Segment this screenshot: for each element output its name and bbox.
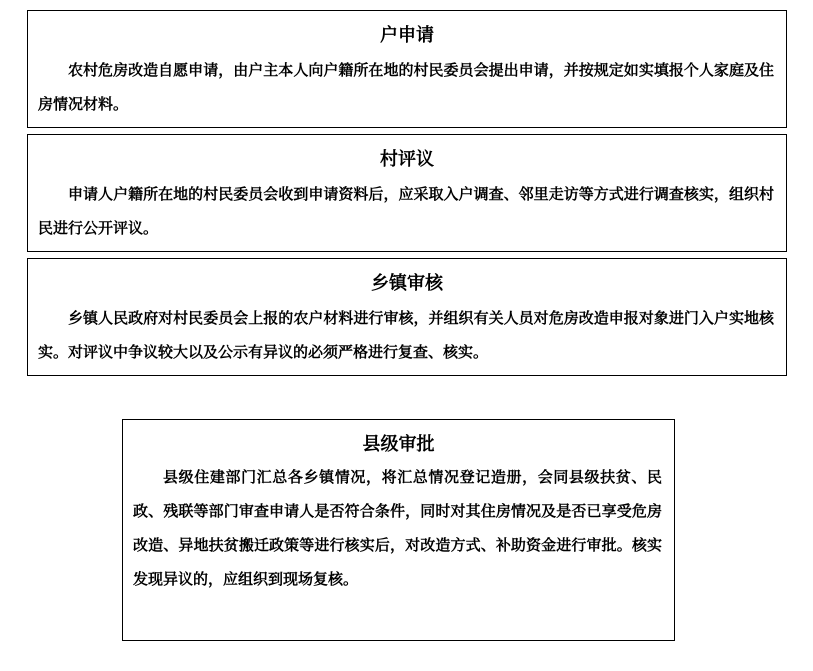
step-box-village-review <box>27 134 787 252</box>
step-box-county-approval <box>122 419 675 641</box>
step-description: 县级住建部门汇总各乡镇情况，将汇总情况登记造册，会同县级扶贫、民政、残联等部门审查申请人是否符合条件，同时对其住房情况及是否已享受危房改造、异地扶贫搬迁政策等进行核实后，对改造方式、补助资金进行审批。核实发现异议的，应组织到现场复核。 <box>133 468 662 588</box>
step-title: 县级审批 <box>362 434 435 455</box>
step-box-township-audit <box>27 258 787 376</box>
step-description: 农村危房改造自愿申请，由户主本人向户籍所在地的村民委员会提出申请，并按规定如实填报个人家庭及住房情况材料。 <box>38 61 774 113</box>
step-title: 乡镇审核 <box>371 273 443 294</box>
step-description: 乡镇人民政府对村民委员会上报的农户材料进行审核，并组织有关人员对危房改造申报对象进门入户实地核实。对评议中争议较大以及公示有异议的必须严格进行复查、核实。 <box>38 309 774 361</box>
step-box-household-application <box>27 10 787 128</box>
step-description: 申请人户籍所在地的村民委员会收到申请资料后，应采取入户调查、邻里走访等方式进行调查核实，组织村民进行公开评议。 <box>38 185 774 237</box>
step-title: 村评议 <box>380 149 434 170</box>
step-title: 户申请 <box>380 25 434 46</box>
